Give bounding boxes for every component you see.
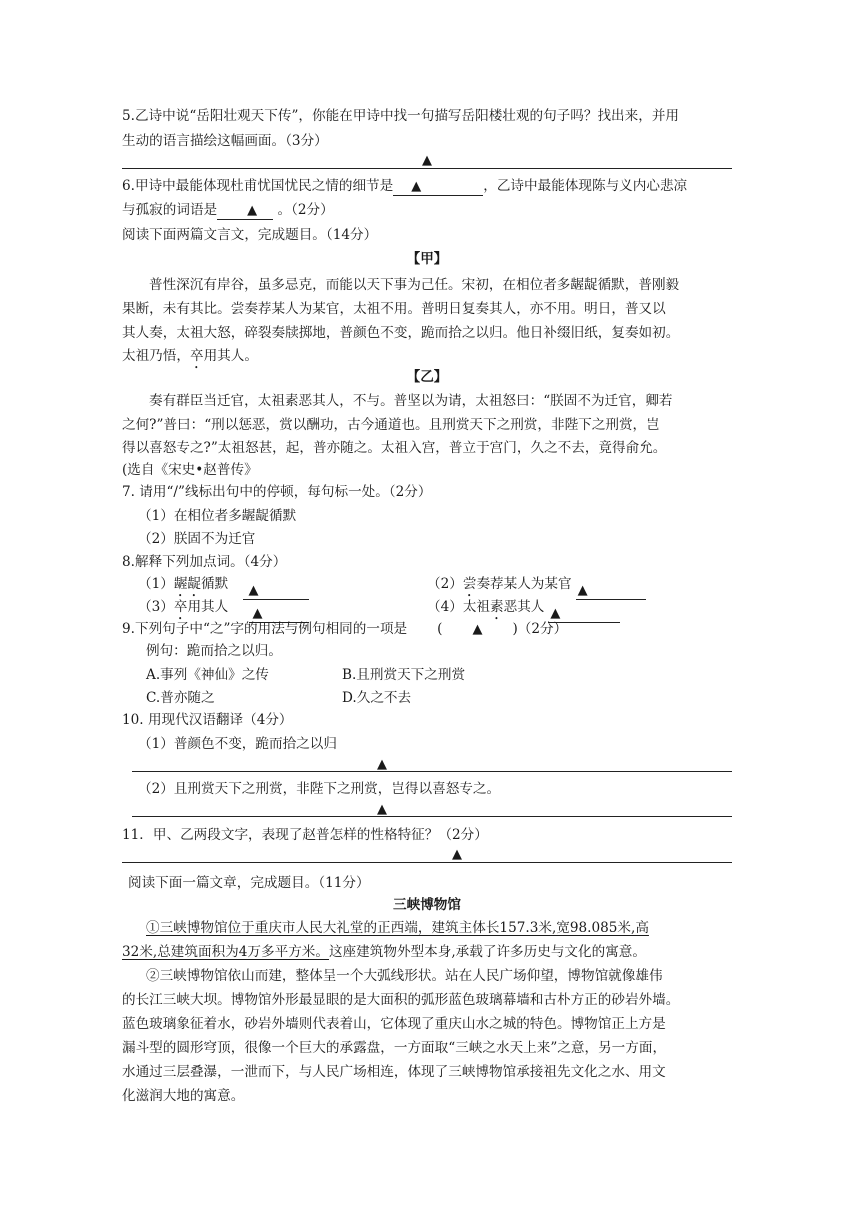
- q10-answer-mark-2: ▲: [377, 802, 387, 817]
- q8-item-1: （1）龌龊循默 ▲: [138, 574, 309, 594]
- q8-blank-2[interactable]: ▲: [576, 583, 646, 600]
- q8-blank-1[interactable]: ▲: [243, 583, 309, 600]
- reading-intro-1: 阅读下面两篇文言文，完成题目。（14分）: [122, 227, 378, 243]
- yi-line-2: 之何?”普曰：“刑以惩恶，赏以酬功，古今通道也。且刑赏天下之刑赏，非陛下之刑赏，岂: [122, 417, 660, 433]
- q10-answer-mark-1: ▲: [377, 757, 387, 772]
- jia-line-2: 果断，未有其比。尝奏荐某人为某官，太祖不用。普明日复奏其人，亦不用。明日，普又以: [122, 301, 666, 317]
- article-p1-line1: ①三峡博物馆位于重庆市人民大礼堂的正西端，建筑主体长157.3米,宽98.085米,高: [146, 920, 649, 936]
- q6-blank-2[interactable]: ▲: [217, 203, 273, 220]
- yi-line-3: 得以喜怒专之?”太祖怒甚，起，普亦随之。太祖入宫，普立于宫门，久之不去，竟得俞允。: [122, 440, 667, 456]
- q9-option-c[interactable]: C.普亦随之: [146, 690, 215, 706]
- q8-item-2: （2）尝奏荐某人为某官 ▲: [427, 574, 646, 600]
- yi-source: (选自《宋史•赵普传》: [122, 462, 258, 478]
- q9-answer-slot[interactable]: ▲: [472, 622, 483, 637]
- q5-line2: 生动的语言描绘这幅画面。（3分）: [122, 133, 328, 149]
- article-title: 三峡博物馆: [393, 897, 461, 913]
- article-p2-line4: 漏斗型的圆形穹顶，很像一个巨大的承露盘，一方面取“三峡之水天上来”之意，另一方面，: [122, 1040, 667, 1056]
- yi-line-1: 奏有群臣当迁官，太祖素恶其人，不与。普坚以为请，太祖怒曰：“朕固不为迁官，卿若: [149, 393, 673, 409]
- q9-option-b[interactable]: B.且刑赏天下之刑赏: [342, 667, 466, 683]
- jia-line-1: 普性深沉有岸谷，虽多忌克，而能以天下事为己任。宋初，在相位者多龌龊循默，普刚毅: [149, 277, 680, 293]
- article-p2-line2: 的长江三峡大坝。博物馆外形最显眼的是大面积的弧形蓝色玻璃幕墙和古朴方正的砂岩外墙。: [122, 992, 680, 1008]
- article-p1-line2: 32米,总建筑面积为4万多平方米。这座建筑物外型本身,承载了许多历史与文化的寓意。: [122, 944, 646, 960]
- q11-stem: 11．甲、乙两段文字，表现了赵普怎样的性格特征？（2分）: [122, 827, 488, 843]
- q9-option-d[interactable]: D.久之不去: [342, 690, 412, 706]
- q8-blank-3[interactable]: ▲: [249, 606, 309, 623]
- q5-line1: 5.乙诗中说“岳阳壮观天下传”，你能在甲诗中找一句描写岳阳楼壮观的句子吗？找出来，并用: [122, 108, 680, 124]
- q5-answer-mark: ▲: [422, 153, 432, 168]
- article-p2-line5: 水通过三层叠瀑，一泄而下，与人民广场相连，体现了三峡博物馆承接祖先文化之水、用文: [122, 1064, 666, 1080]
- q7-item-1: （1）在相位者多龌龊循默: [138, 508, 297, 524]
- q7-stem: 7. 请用“/”线标出句中的停顿，每句标一处。（2分）: [122, 484, 432, 500]
- q6-line2: 与孤寂的词语是 ▲ 。（2分）: [122, 202, 334, 218]
- q10-item-1: （1）普颜色不变，跪而拾之以归: [138, 736, 337, 752]
- q8-blank-4[interactable]: ▲: [548, 606, 620, 623]
- q8-item-3: （3）卒用其人 ▲: [138, 597, 309, 617]
- q8-item-4: （4）太祖素恶其人 ▲: [427, 597, 620, 623]
- q11-answer-mark: ▲: [452, 847, 462, 862]
- q5-answer-line[interactable]: [122, 168, 732, 169]
- q10-answer-line-2[interactable]: [132, 816, 732, 817]
- q6-blank-1[interactable]: ▲: [393, 179, 483, 196]
- q8-stem: 8.解释下列加点词。（4分）: [122, 554, 287, 570]
- q7-item-2: （2）朕固不为迁官: [138, 531, 256, 547]
- article-p2-line6: 化滋润大地的寓意。: [122, 1088, 245, 1104]
- q10-item-2: （2）且刑赏天下之刑赏，非陛下之刑赏，岂得以喜怒专之。: [138, 781, 501, 797]
- q10-stem: 10. 用现代汉语翻译（4分）: [122, 712, 293, 728]
- q11-answer-line[interactable]: [122, 862, 732, 863]
- article-p2-line3: 蓝色玻璃象征着水，砂岩外墙则代表着山，它体现了重庆山水之城的特色。博物馆正上方是: [122, 1016, 666, 1032]
- jia-line-4: 太祖乃悟，卒用其人。: [122, 348, 258, 364]
- q10-answer-line-1[interactable]: [132, 771, 732, 772]
- q9-stem: 9.下列句子中“之”字的用法与例句相同的一项是 ( ▲ )（2分）: [122, 619, 567, 639]
- q9-option-a[interactable]: A.事列《神仙》之传: [146, 667, 269, 683]
- q6-line1: 6.甲诗中最能体现杜甫忧国忧民之情的细节是 ▲ ，乙诗中最能体现陈与义内心悲凉: [122, 178, 688, 194]
- passage-yi-heading: 【乙】: [406, 369, 448, 385]
- passage-jia-heading: 【甲】: [406, 251, 448, 267]
- dotted-word: 卒: [189, 348, 204, 364]
- q9-example: 例句：跪而拾之以归。: [146, 643, 282, 659]
- reading-intro-2: 阅读下面一篇文章，完成题目。（11分）: [128, 875, 370, 891]
- article-p2-line1: ②三峡博物馆依山而建，整体呈一个大弧线形状。站在人民广场仰望，博物馆就像雄伟: [146, 968, 663, 984]
- jia-line-3: 其人奏，太祖大怒，碎裂奏牍掷地，普颜色不变，跪而拾之以归。他日补缀旧纸，复奏如初。: [122, 325, 680, 341]
